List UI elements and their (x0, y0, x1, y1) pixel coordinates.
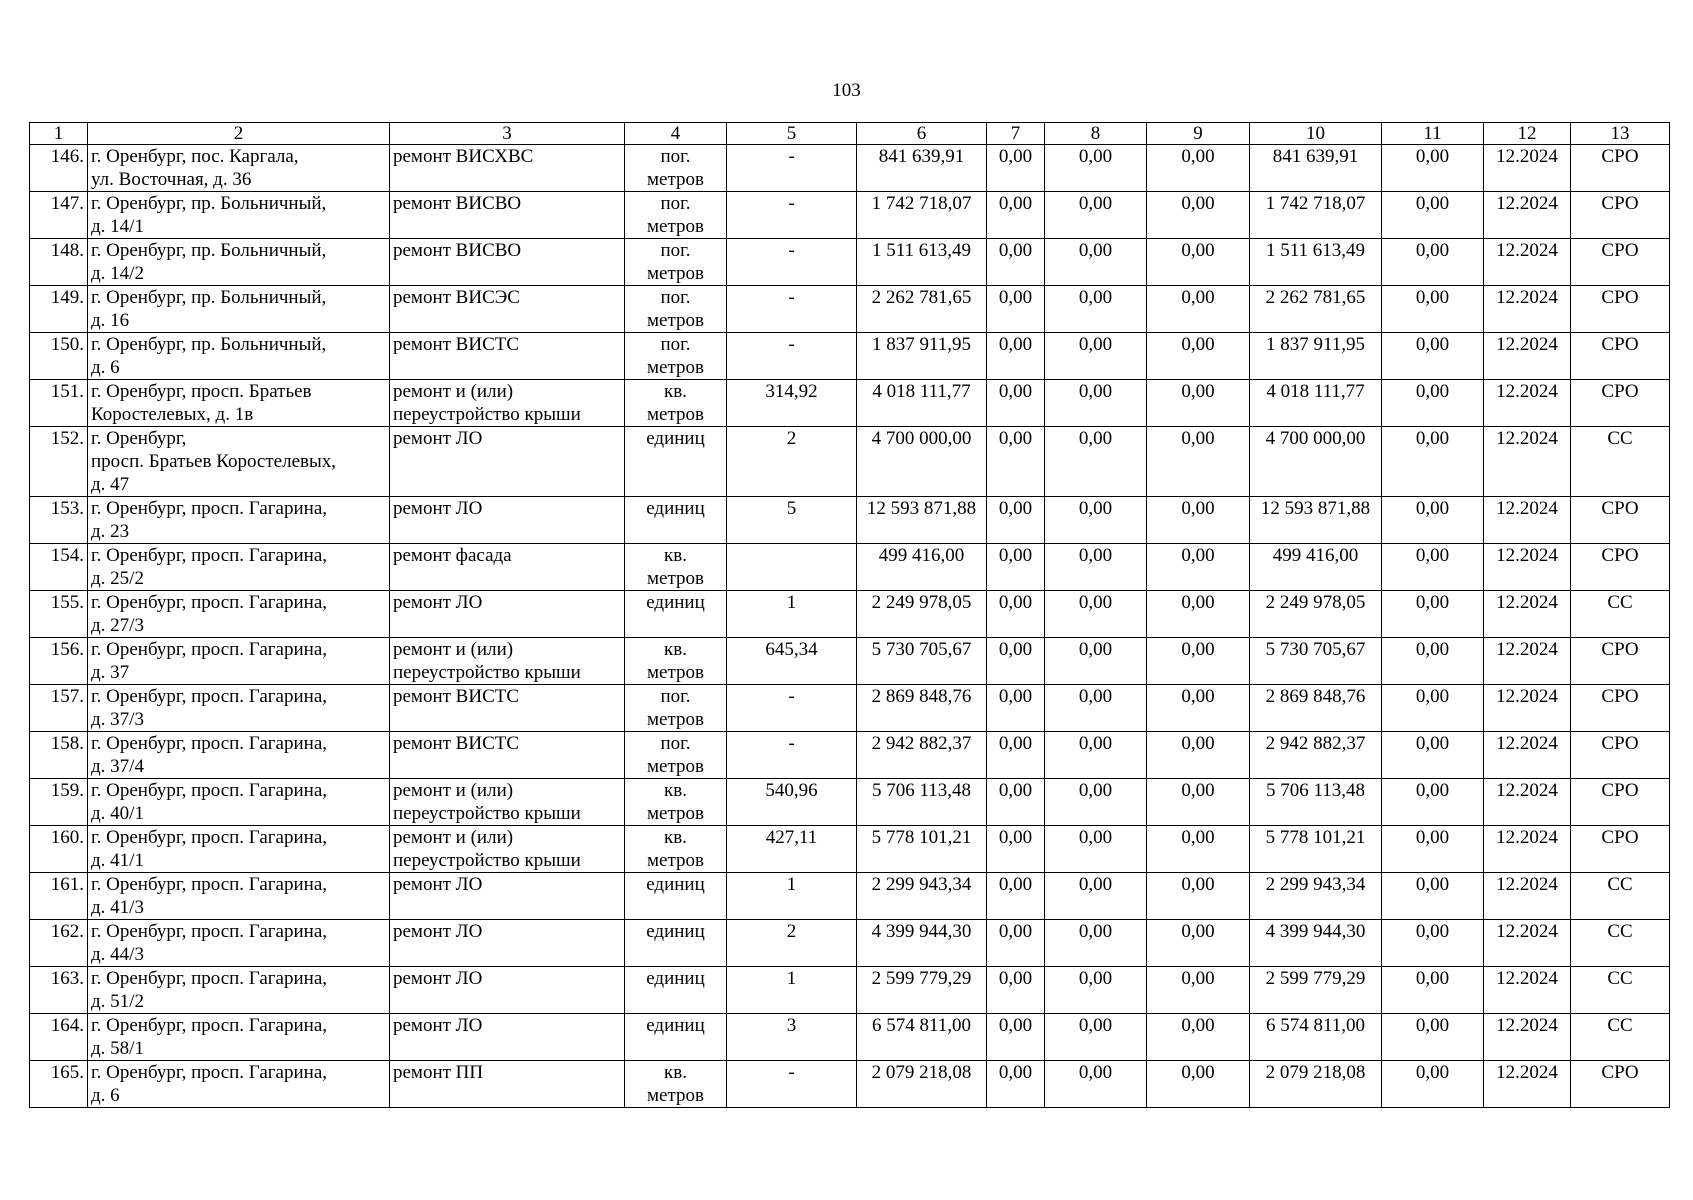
address-cell: г. Оренбург, просп. Гагарина, д. 40/1 (88, 779, 390, 826)
unit-cell: пог. метров (625, 685, 727, 732)
cost-col11-cell: 0,00 (1382, 497, 1484, 544)
quantity-cell: - (727, 685, 857, 732)
deadline-cell: 12.2024 (1484, 920, 1571, 967)
quantity-cell: 540,96 (727, 779, 857, 826)
table-row (30, 380, 1670, 427)
column-header: 11 (1382, 123, 1484, 145)
cost-col7-cell: 0,00 (987, 544, 1045, 591)
cost-col11-cell: 0,00 (1382, 779, 1484, 826)
row-number: 153. (30, 497, 88, 544)
row-number: 163. (30, 967, 88, 1014)
total-cost-cell: 2 262 781,65 (857, 286, 987, 333)
column-header: 3 (390, 123, 625, 145)
method-cell: СРО (1571, 497, 1670, 544)
deadline-cell: 12.2024 (1484, 638, 1571, 685)
cost-col11-cell: 0,00 (1382, 145, 1484, 192)
cost-col8-cell: 0,00 (1045, 544, 1147, 591)
row-number: 152. (30, 427, 88, 497)
unit-cell: единиц (625, 967, 727, 1014)
cost-col11-cell: 0,00 (1382, 333, 1484, 380)
cost-col11-cell: 0,00 (1382, 544, 1484, 591)
method-cell: СРО (1571, 732, 1670, 779)
row-number: 160. (30, 826, 88, 873)
cost-col11-cell: 0,00 (1382, 873, 1484, 920)
quantity-cell: - (727, 732, 857, 779)
cost-col8-cell: 0,00 (1045, 638, 1147, 685)
total-cost-cell: 841 639,91 (857, 145, 987, 192)
quantity-cell: 1 (727, 873, 857, 920)
cost-col7-cell: 0,00 (987, 1014, 1045, 1061)
cost-col9-cell: 0,00 (1147, 1014, 1250, 1061)
table-row (30, 497, 1670, 544)
deadline-cell: 12.2024 (1484, 732, 1571, 779)
work-type-cell: ремонт ВИСВО (390, 192, 625, 239)
cost-col10-cell: 841 639,91 (1250, 145, 1382, 192)
cost-col8-cell: 0,00 (1045, 239, 1147, 286)
row-number: 149. (30, 286, 88, 333)
unit-cell: единиц (625, 591, 727, 638)
cost-col10-cell: 1 742 718,07 (1250, 192, 1382, 239)
deadline-cell: 12.2024 (1484, 591, 1571, 638)
cost-col10-cell: 4 399 944,30 (1250, 920, 1382, 967)
total-cost-cell: 2 299 943,34 (857, 873, 987, 920)
address-cell: г. Оренбург, пр. Больничный, д. 6 (88, 333, 390, 380)
cost-col9-cell: 0,00 (1147, 826, 1250, 873)
work-type-cell: ремонт и (или) переустройство крыши (390, 380, 625, 427)
address-cell: г. Оренбург, просп. Гагарина, д. 6 (88, 1061, 390, 1108)
cost-col10-cell: 2 599 779,29 (1250, 967, 1382, 1014)
cost-col9-cell: 0,00 (1147, 497, 1250, 544)
address-cell: г. Оренбург, просп. Гагарина, д. 44/3 (88, 920, 390, 967)
row-number: 154. (30, 544, 88, 591)
unit-cell: единиц (625, 1014, 727, 1061)
table-row (30, 638, 1670, 685)
cost-col7-cell: 0,00 (987, 1061, 1045, 1108)
table-row (30, 967, 1670, 1014)
column-header: 5 (727, 123, 857, 145)
address-cell: г. Оренбург, просп. Гагарина, д. 25/2 (88, 544, 390, 591)
cost-col10-cell: 5 778 101,21 (1250, 826, 1382, 873)
cost-col7-cell: 0,00 (987, 497, 1045, 544)
total-cost-cell: 4 018 111,77 (857, 380, 987, 427)
column-header: 12 (1484, 123, 1571, 145)
table-row (30, 192, 1670, 239)
cost-col9-cell: 0,00 (1147, 333, 1250, 380)
cost-col8-cell: 0,00 (1045, 920, 1147, 967)
total-cost-cell: 1 837 911,95 (857, 333, 987, 380)
total-cost-cell: 1 742 718,07 (857, 192, 987, 239)
method-cell: СРО (1571, 333, 1670, 380)
table-row (30, 544, 1670, 591)
deadline-cell: 12.2024 (1484, 333, 1571, 380)
quantity-cell: 645,34 (727, 638, 857, 685)
row-number: 146. (30, 145, 88, 192)
cost-col11-cell: 0,00 (1382, 239, 1484, 286)
cost-col10-cell: 6 574 811,00 (1250, 1014, 1382, 1061)
row-number: 158. (30, 732, 88, 779)
method-cell: СС (1571, 591, 1670, 638)
cost-col7-cell: 0,00 (987, 826, 1045, 873)
cost-col8-cell: 0,00 (1045, 591, 1147, 638)
method-cell: СРО (1571, 286, 1670, 333)
table-row (30, 1061, 1670, 1108)
cost-col8-cell: 0,00 (1045, 1014, 1147, 1061)
cost-col10-cell: 4 700 000,00 (1250, 427, 1382, 497)
deadline-cell: 12.2024 (1484, 145, 1571, 192)
table-row (30, 427, 1670, 497)
cost-col10-cell: 5 706 113,48 (1250, 779, 1382, 826)
unit-cell: пог. метров (625, 333, 727, 380)
address-cell: г. Оренбург, пр. Больничный, д. 16 (88, 286, 390, 333)
row-number: 162. (30, 920, 88, 967)
cost-col9-cell: 0,00 (1147, 779, 1250, 826)
cost-col7-cell: 0,00 (987, 685, 1045, 732)
cost-col11-cell: 0,00 (1382, 685, 1484, 732)
cost-col10-cell: 4 018 111,77 (1250, 380, 1382, 427)
work-type-cell: ремонт ЛО (390, 967, 625, 1014)
table-row (30, 920, 1670, 967)
quantity-cell: 2 (727, 427, 857, 497)
row-number: 159. (30, 779, 88, 826)
quantity-cell: - (727, 1061, 857, 1108)
cost-col7-cell: 0,00 (987, 591, 1045, 638)
deadline-cell: 12.2024 (1484, 1014, 1571, 1061)
work-type-cell: ремонт ПП (390, 1061, 625, 1108)
address-cell: г. Оренбург, просп. Гагарина, д. 37/3 (88, 685, 390, 732)
quantity-cell: - (727, 286, 857, 333)
column-header: 2 (88, 123, 390, 145)
deadline-cell: 12.2024 (1484, 286, 1571, 333)
cost-col7-cell: 0,00 (987, 427, 1045, 497)
cost-col8-cell: 0,00 (1045, 732, 1147, 779)
cost-col10-cell: 2 262 781,65 (1250, 286, 1382, 333)
column-header: 7 (987, 123, 1045, 145)
unit-cell: кв. метров (625, 380, 727, 427)
cost-col9-cell: 0,00 (1147, 544, 1250, 591)
work-type-cell: ремонт ЛО (390, 591, 625, 638)
method-cell: СС (1571, 967, 1670, 1014)
method-cell: СРО (1571, 638, 1670, 685)
cost-col11-cell: 0,00 (1382, 380, 1484, 427)
work-type-cell: ремонт ЛО (390, 1014, 625, 1061)
address-cell: г. Оренбург, просп. Гагарина, д. 41/3 (88, 873, 390, 920)
cost-col7-cell: 0,00 (987, 638, 1045, 685)
cost-col7-cell: 0,00 (987, 920, 1045, 967)
table-row (30, 286, 1670, 333)
work-type-cell: ремонт и (или) переустройство крыши (390, 638, 625, 685)
cost-col10-cell: 2 869 848,76 (1250, 685, 1382, 732)
cost-col9-cell: 0,00 (1147, 873, 1250, 920)
method-cell: СРО (1571, 826, 1670, 873)
cost-col9-cell: 0,00 (1147, 591, 1250, 638)
cost-col9-cell: 0,00 (1147, 145, 1250, 192)
cost-col8-cell: 0,00 (1045, 685, 1147, 732)
column-header: 6 (857, 123, 987, 145)
cost-col7-cell: 0,00 (987, 732, 1045, 779)
row-number: 150. (30, 333, 88, 380)
address-cell: г. Оренбург, просп. Гагарина, д. 58/1 (88, 1014, 390, 1061)
cost-col10-cell: 2 249 978,05 (1250, 591, 1382, 638)
table-row (30, 732, 1670, 779)
address-cell: г. Оренбург, пр. Больничный, д. 14/1 (88, 192, 390, 239)
total-cost-cell: 499 416,00 (857, 544, 987, 591)
total-cost-cell: 5 706 113,48 (857, 779, 987, 826)
cost-col10-cell: 499 416,00 (1250, 544, 1382, 591)
cost-col10-cell: 1 837 911,95 (1250, 333, 1382, 380)
table-row (30, 873, 1670, 920)
address-cell: г. Оренбург, просп. Гагарина, д. 23 (88, 497, 390, 544)
cost-col9-cell: 0,00 (1147, 1061, 1250, 1108)
cost-col7-cell: 0,00 (987, 967, 1045, 1014)
cost-col9-cell: 0,00 (1147, 732, 1250, 779)
unit-cell: единиц (625, 873, 727, 920)
work-type-cell: ремонт ВИСТС (390, 685, 625, 732)
cost-col8-cell: 0,00 (1045, 145, 1147, 192)
cost-col11-cell: 0,00 (1382, 826, 1484, 873)
deadline-cell: 12.2024 (1484, 967, 1571, 1014)
work-type-cell: ремонт ЛО (390, 427, 625, 497)
total-cost-cell: 4 700 000,00 (857, 427, 987, 497)
unit-cell: пог. метров (625, 239, 727, 286)
method-cell: СС (1571, 873, 1670, 920)
deadline-cell: 12.2024 (1484, 779, 1571, 826)
cost-col11-cell: 0,00 (1382, 286, 1484, 333)
work-type-cell: ремонт ВИСЭС (390, 286, 625, 333)
cost-col7-cell: 0,00 (987, 333, 1045, 380)
method-cell: СРО (1571, 380, 1670, 427)
deadline-cell: 12.2024 (1484, 497, 1571, 544)
method-cell: СРО (1571, 1061, 1670, 1108)
unit-cell: кв. метров (625, 638, 727, 685)
cost-col9-cell: 0,00 (1147, 192, 1250, 239)
cost-col8-cell: 0,00 (1045, 380, 1147, 427)
cost-col11-cell: 0,00 (1382, 591, 1484, 638)
deadline-cell: 12.2024 (1484, 544, 1571, 591)
total-cost-cell: 2 599 779,29 (857, 967, 987, 1014)
page-number: 103 (832, 80, 861, 101)
deadline-cell: 12.2024 (1484, 192, 1571, 239)
unit-cell: пог. метров (625, 732, 727, 779)
work-type-cell: ремонт ВИСХВС (390, 145, 625, 192)
cost-col11-cell: 0,00 (1382, 1061, 1484, 1108)
cost-col10-cell: 12 593 871,88 (1250, 497, 1382, 544)
row-number: 151. (30, 380, 88, 427)
total-cost-cell: 2 942 882,37 (857, 732, 987, 779)
row-number: 164. (30, 1014, 88, 1061)
table-row (30, 685, 1670, 732)
cost-col10-cell: 5 730 705,67 (1250, 638, 1382, 685)
cost-col7-cell: 0,00 (987, 873, 1045, 920)
cost-col11-cell: 0,00 (1382, 920, 1484, 967)
quantity-cell: 5 (727, 497, 857, 544)
cost-col7-cell: 0,00 (987, 380, 1045, 427)
row-number: 155. (30, 591, 88, 638)
cost-col9-cell: 0,00 (1147, 920, 1250, 967)
unit-cell: пог. метров (625, 286, 727, 333)
total-cost-cell: 5 730 705,67 (857, 638, 987, 685)
header-row (30, 123, 1670, 145)
quantity-cell: 2 (727, 920, 857, 967)
unit-cell: кв. метров (625, 544, 727, 591)
total-cost-cell: 12 593 871,88 (857, 497, 987, 544)
deadline-cell: 12.2024 (1484, 1061, 1571, 1108)
unit-cell: кв. метров (625, 826, 727, 873)
address-cell: г. Оренбург, просп. Братьев Коростелевых, д. 1в (88, 380, 390, 427)
row-number: 165. (30, 1061, 88, 1108)
column-header: 10 (1250, 123, 1382, 145)
total-cost-cell: 5 778 101,21 (857, 826, 987, 873)
table-row (30, 591, 1670, 638)
unit-cell: единиц (625, 427, 727, 497)
total-cost-cell: 4 399 944,30 (857, 920, 987, 967)
total-cost-cell: 1 511 613,49 (857, 239, 987, 286)
cost-col8-cell: 0,00 (1045, 779, 1147, 826)
unit-cell: пог. метров (625, 192, 727, 239)
table-row (30, 239, 1670, 286)
quantity-cell: - (727, 333, 857, 380)
quantity-cell: 1 (727, 967, 857, 1014)
table-body (30, 145, 1670, 1108)
cost-col7-cell: 0,00 (987, 192, 1045, 239)
quantity-cell: 3 (727, 1014, 857, 1061)
table-row (30, 333, 1670, 380)
cost-col10-cell: 1 511 613,49 (1250, 239, 1382, 286)
column-header: 13 (1571, 123, 1670, 145)
unit-cell: кв. метров (625, 1061, 727, 1108)
cost-col11-cell: 0,00 (1382, 967, 1484, 1014)
work-type-cell: ремонт ВИСТС (390, 732, 625, 779)
table-row (30, 1014, 1670, 1061)
cost-col9-cell: 0,00 (1147, 286, 1250, 333)
unit-cell: пог. метров (625, 145, 727, 192)
cost-col10-cell: 2 299 943,34 (1250, 873, 1382, 920)
row-number: 148. (30, 239, 88, 286)
cost-col8-cell: 0,00 (1045, 333, 1147, 380)
address-cell: г. Оренбург, просп. Братьев Коростелевых, д. 47 (88, 427, 390, 497)
row-number: 161. (30, 873, 88, 920)
cost-col8-cell: 0,00 (1045, 497, 1147, 544)
unit-cell: единиц (625, 497, 727, 544)
cost-col11-cell: 0,00 (1382, 427, 1484, 497)
total-cost-cell: 2 249 978,05 (857, 591, 987, 638)
cost-col8-cell: 0,00 (1045, 1061, 1147, 1108)
work-type-cell: ремонт ВИСВО (390, 239, 625, 286)
cost-col9-cell: 0,00 (1147, 427, 1250, 497)
table-row (30, 826, 1670, 873)
row-number: 157. (30, 685, 88, 732)
quantity-cell: - (727, 192, 857, 239)
address-cell: г. Оренбург, просп. Гагарина, д. 37/4 (88, 732, 390, 779)
cost-col10-cell: 2 079 218,08 (1250, 1061, 1382, 1108)
address-cell: г. Оренбург, просп. Гагарина, д. 27/3 (88, 591, 390, 638)
method-cell: СС (1571, 427, 1670, 497)
cost-col9-cell: 0,00 (1147, 239, 1250, 286)
unit-cell: кв. метров (625, 779, 727, 826)
deadline-cell: 12.2024 (1484, 380, 1571, 427)
work-type-cell: ремонт ЛО (390, 920, 625, 967)
cost-col7-cell: 0,00 (987, 239, 1045, 286)
unit-cell: единиц (625, 920, 727, 967)
total-cost-cell: 2 079 218,08 (857, 1061, 987, 1108)
cost-col8-cell: 0,00 (1045, 286, 1147, 333)
work-type-cell: ремонт фасада (390, 544, 625, 591)
deadline-cell: 12.2024 (1484, 239, 1571, 286)
deadline-cell: 12.2024 (1484, 873, 1571, 920)
table-row (30, 779, 1670, 826)
method-cell: СРО (1571, 544, 1670, 591)
cost-col11-cell: 0,00 (1382, 1014, 1484, 1061)
method-cell: СРО (1571, 779, 1670, 826)
method-cell: СРО (1571, 685, 1670, 732)
cost-col9-cell: 0,00 (1147, 967, 1250, 1014)
table-row (30, 145, 1670, 192)
quantity-cell: 427,11 (727, 826, 857, 873)
address-cell: г. Оренбург, просп. Гагарина, д. 41/1 (88, 826, 390, 873)
total-cost-cell: 6 574 811,00 (857, 1014, 987, 1061)
work-type-cell: ремонт ЛО (390, 497, 625, 544)
quantity-cell: - (727, 239, 857, 286)
cost-col8-cell: 0,00 (1045, 427, 1147, 497)
column-header: 8 (1045, 123, 1147, 145)
column-header: 1 (30, 123, 88, 145)
quantity-cell: - (727, 145, 857, 192)
cost-col11-cell: 0,00 (1382, 638, 1484, 685)
method-cell: СРО (1571, 192, 1670, 239)
repair-schedule-table (29, 122, 1670, 1108)
cost-col7-cell: 0,00 (987, 145, 1045, 192)
deadline-cell: 12.2024 (1484, 685, 1571, 732)
address-cell: г. Оренбург, пр. Больничный, д. 14/2 (88, 239, 390, 286)
method-cell: СС (1571, 1014, 1670, 1061)
total-cost-cell: 2 869 848,76 (857, 685, 987, 732)
cost-col9-cell: 0,00 (1147, 380, 1250, 427)
cost-col10-cell: 2 942 882,37 (1250, 732, 1382, 779)
cost-col8-cell: 0,00 (1045, 826, 1147, 873)
quantity-cell (727, 544, 857, 591)
cost-col8-cell: 0,00 (1045, 192, 1147, 239)
row-number: 147. (30, 192, 88, 239)
cost-col7-cell: 0,00 (987, 779, 1045, 826)
work-type-cell: ремонт ВИСТС (390, 333, 625, 380)
cost-col11-cell: 0,00 (1382, 192, 1484, 239)
quantity-cell: 1 (727, 591, 857, 638)
cost-col8-cell: 0,00 (1045, 967, 1147, 1014)
cost-col8-cell: 0,00 (1045, 873, 1147, 920)
column-header: 4 (625, 123, 727, 145)
work-type-cell: ремонт ЛО (390, 873, 625, 920)
deadline-cell: 12.2024 (1484, 427, 1571, 497)
quantity-cell: 314,92 (727, 380, 857, 427)
row-number: 156. (30, 638, 88, 685)
cost-col9-cell: 0,00 (1147, 685, 1250, 732)
address-cell: г. Оренбург, пос. Каргала, ул. Восточная, д. 36 (88, 145, 390, 192)
work-type-cell: ремонт и (или) переустройство крыши (390, 779, 625, 826)
method-cell: СРО (1571, 145, 1670, 192)
deadline-cell: 12.2024 (1484, 826, 1571, 873)
work-type-cell: ремонт и (или) переустройство крыши (390, 826, 625, 873)
cost-col7-cell: 0,00 (987, 286, 1045, 333)
cost-col9-cell: 0,00 (1147, 638, 1250, 685)
column-header: 9 (1147, 123, 1250, 145)
method-cell: СС (1571, 920, 1670, 967)
method-cell: СРО (1571, 239, 1670, 286)
cost-col11-cell: 0,00 (1382, 732, 1484, 779)
address-cell: г. Оренбург, просп. Гагарина, д. 51/2 (88, 967, 390, 1014)
address-cell: г. Оренбург, просп. Гагарина, д. 37 (88, 638, 390, 685)
